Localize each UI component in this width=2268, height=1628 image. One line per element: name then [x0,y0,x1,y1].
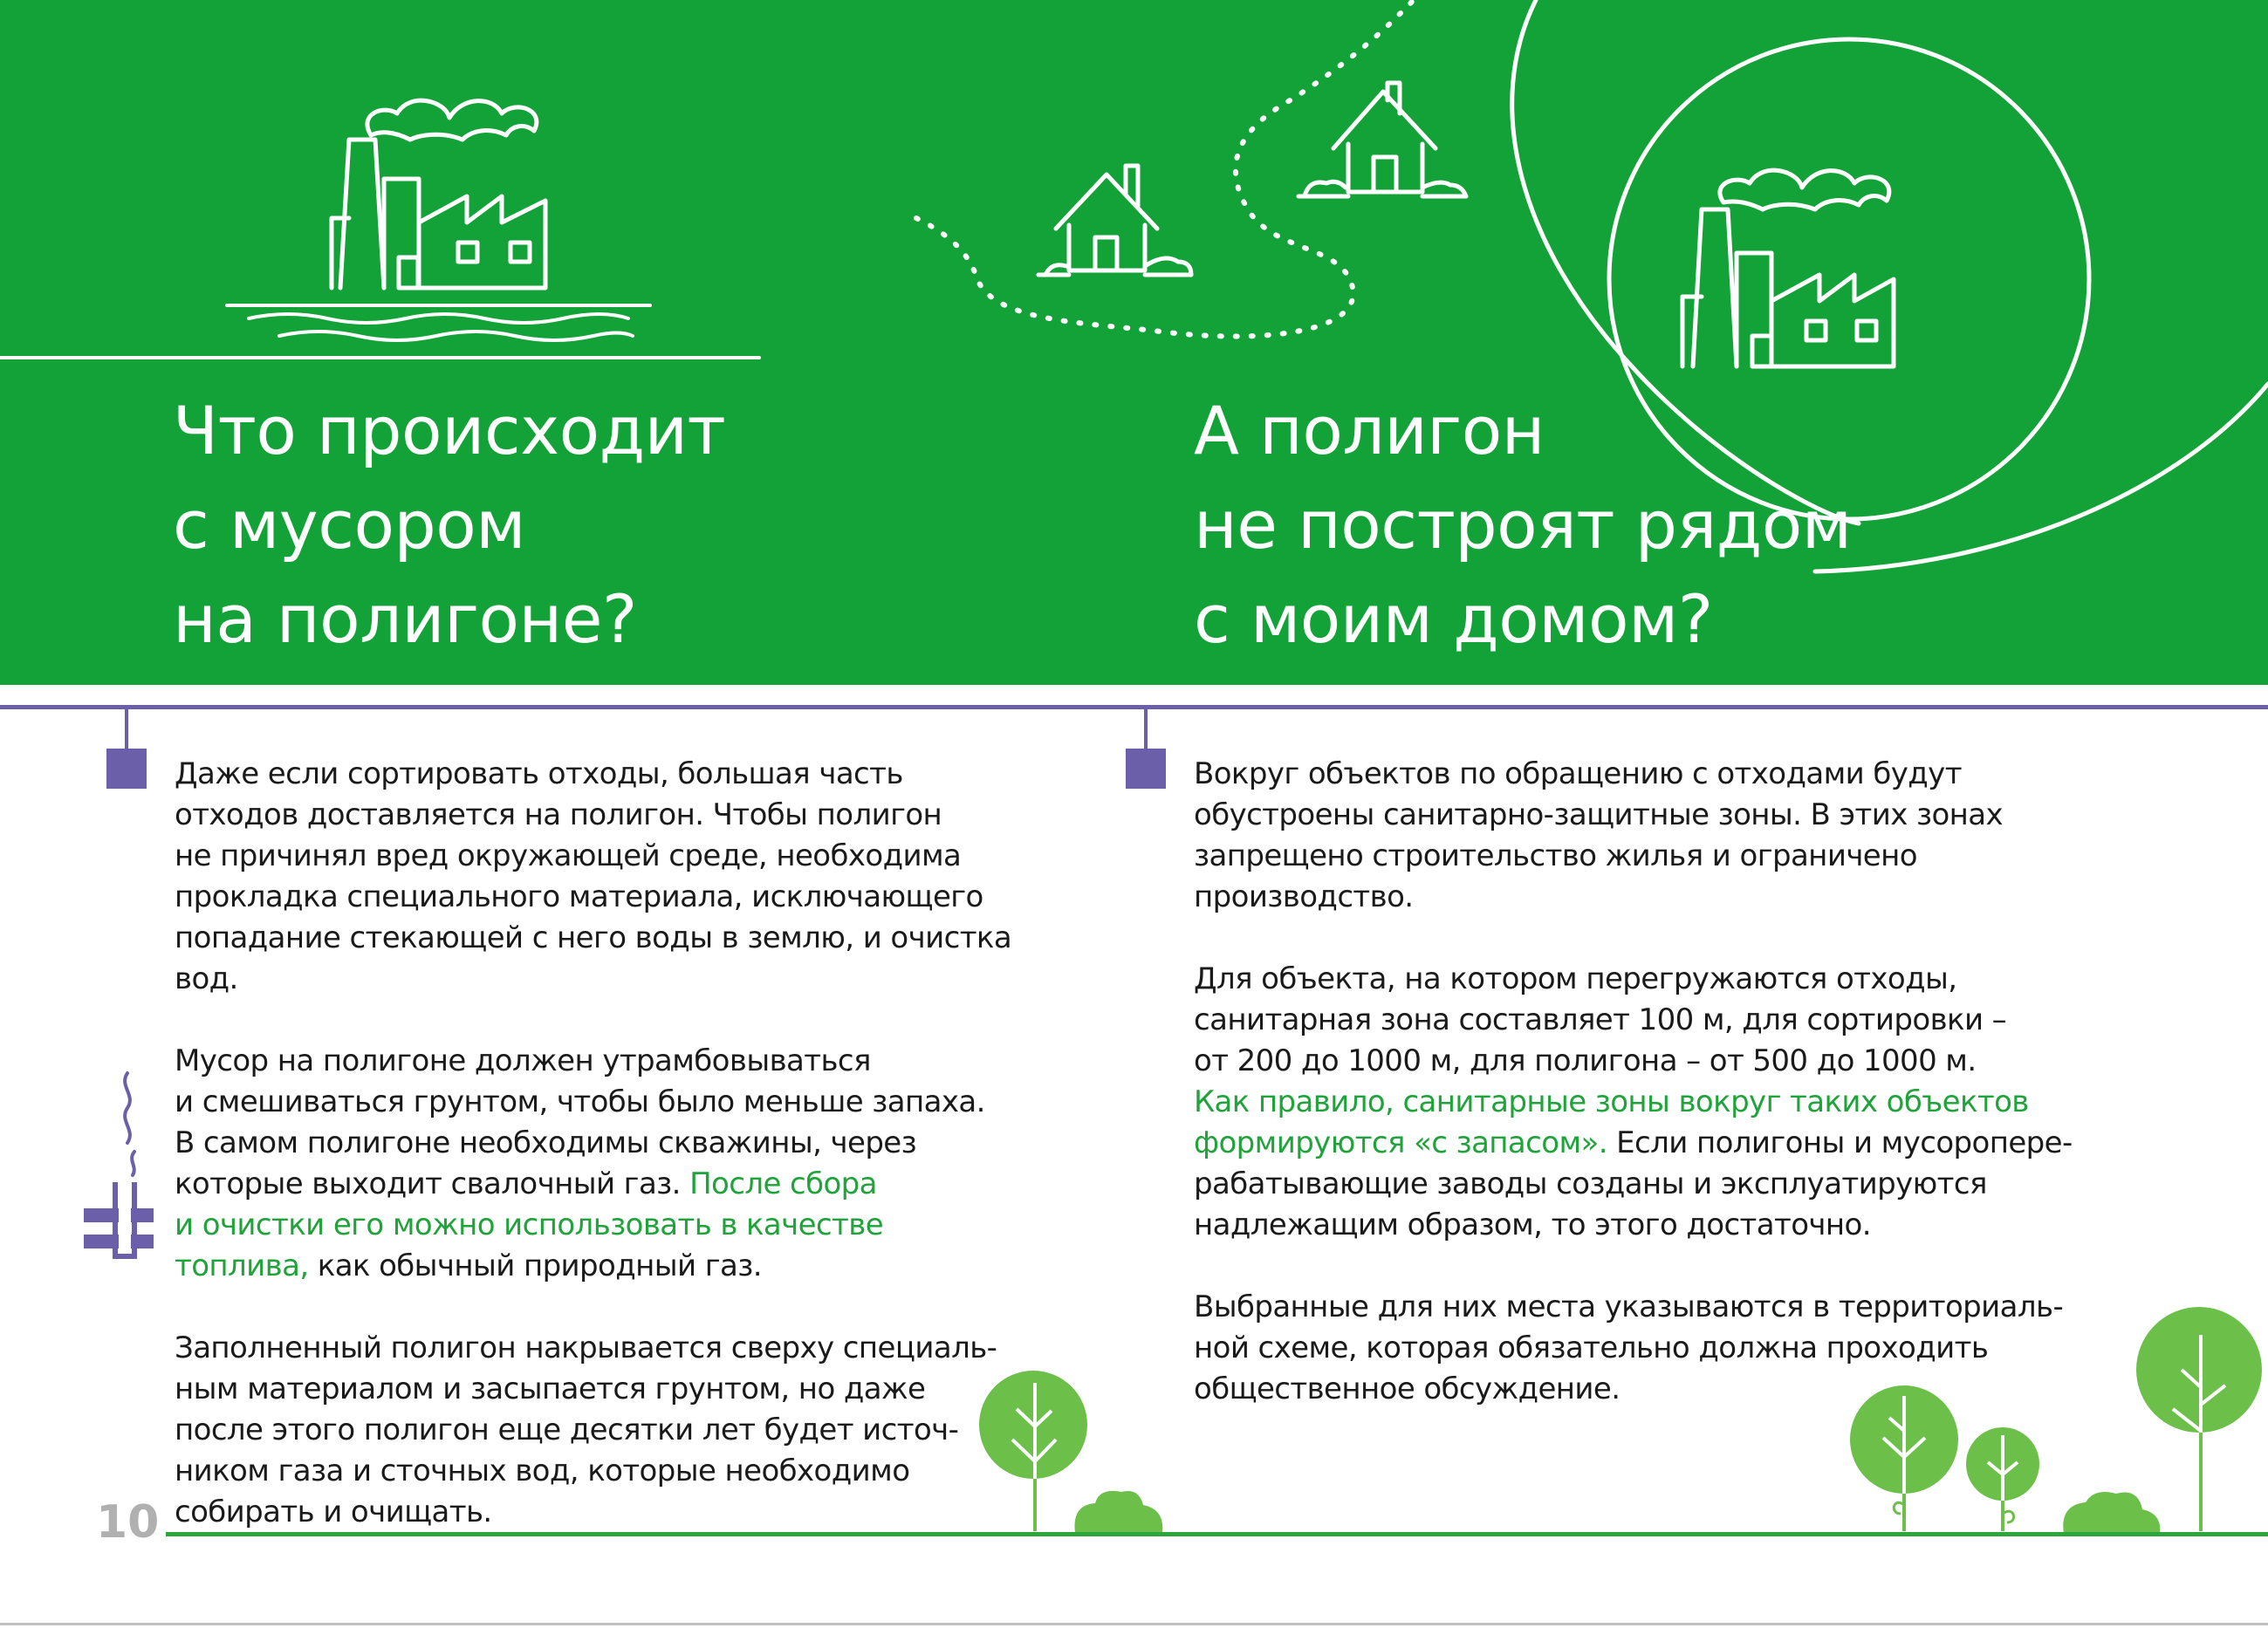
left-column [175,754,1047,1574]
tree-icon [1850,1385,1958,1531]
left-paragraph-2 [175,1041,1047,1287]
tree-icon [1966,1427,2039,1531]
bush-icon [2063,1492,2160,1534]
left-title: Что происходит с мусором на полигоне? [173,392,726,658]
header-banner [0,0,2268,685]
left-paragraph-2-text: Мусор на полигоне должен утрамбовываться и смешиваться грунтом, чтобы было меньше запаха. В самом полигоне необходимы скважины, через которые выходит свалочный газ. [175,1043,985,1201]
left-paragraph-3: Заполненный полигон накрывается сверху специаль- ным материалом и засыпается грунтом, но даже после этого полигон еще десятки лет будет источ- ником газа и сточных вод, которые необходимо собирать и очищать. [175,1330,997,1529]
right-paragraph-2-after: Если полигоны и мусоропере- рабатывающие заводы созданы и эксплуатируются надлежащим образом, то этого достаточно. [1194,1125,2073,1242]
tree-icon [979,1371,1087,1531]
right-paragraph-2-highlight: Как правило, санитарные зоны вокруг таких объектов формируются «с запасом». [1194,1084,2029,1160]
right-title: А полигон не построят рядом с моим домом? [1194,392,1852,658]
right-paragraph-1: Вокруг объектов по обращению с отходами будут обустроены санитарно-защитные зоны. В этих зонах запрещено строительство жилья и ограничено производство. [1194,756,2004,914]
section-divider [0,705,2268,709]
house-icon [1298,83,1466,196]
left-bullet-stem [125,707,128,749]
left-bullet-square [106,749,147,789]
factory-icon [0,100,759,358]
ground-line [166,1532,2268,1536]
left-paragraph-2-after: как обычный природный газ. [308,1248,762,1283]
right-bullet-stem [1144,707,1148,749]
gas-well-icon [84,1069,154,1278]
house-icon [1038,166,1191,275]
right-paragraph-2-text: Для объекта, на котором перегружаются отходы, санитарная зона составляет 100 м, для сортировки – от 200 до 1000 м, для полигона – от 500 до 1000 м. [1194,961,2007,1078]
bush-icon [1074,1491,1162,1533]
left-paragraph-1: Даже если сортировать отходы, большая часть отходов доставляется на полигон. Чтобы полигон не причинял вред окружающей среде, необходима прокладка специального материала, исключающего попадание стекающей с него воды в землю, и очистка вод. [175,756,1012,996]
trees-right [1841,1300,2268,1536]
right-bullet-square [1126,749,1166,789]
trees-left [969,1365,1187,1540]
right-paragraph-3: Выбранные для них места указываются в территориаль- ной схеме, которая обязательно должна проходить общественное обсуждение. [1194,1289,2064,1406]
right-paragraph-2 [1194,959,2154,1246]
bottom-rule [0,1623,2268,1625]
page-number: 10 [96,1496,160,1549]
tree-icon [2136,1307,2262,1531]
left-paragraph-2-highlight: После сбора и очистки его можно использовать в качестве топлива, [175,1166,884,1283]
